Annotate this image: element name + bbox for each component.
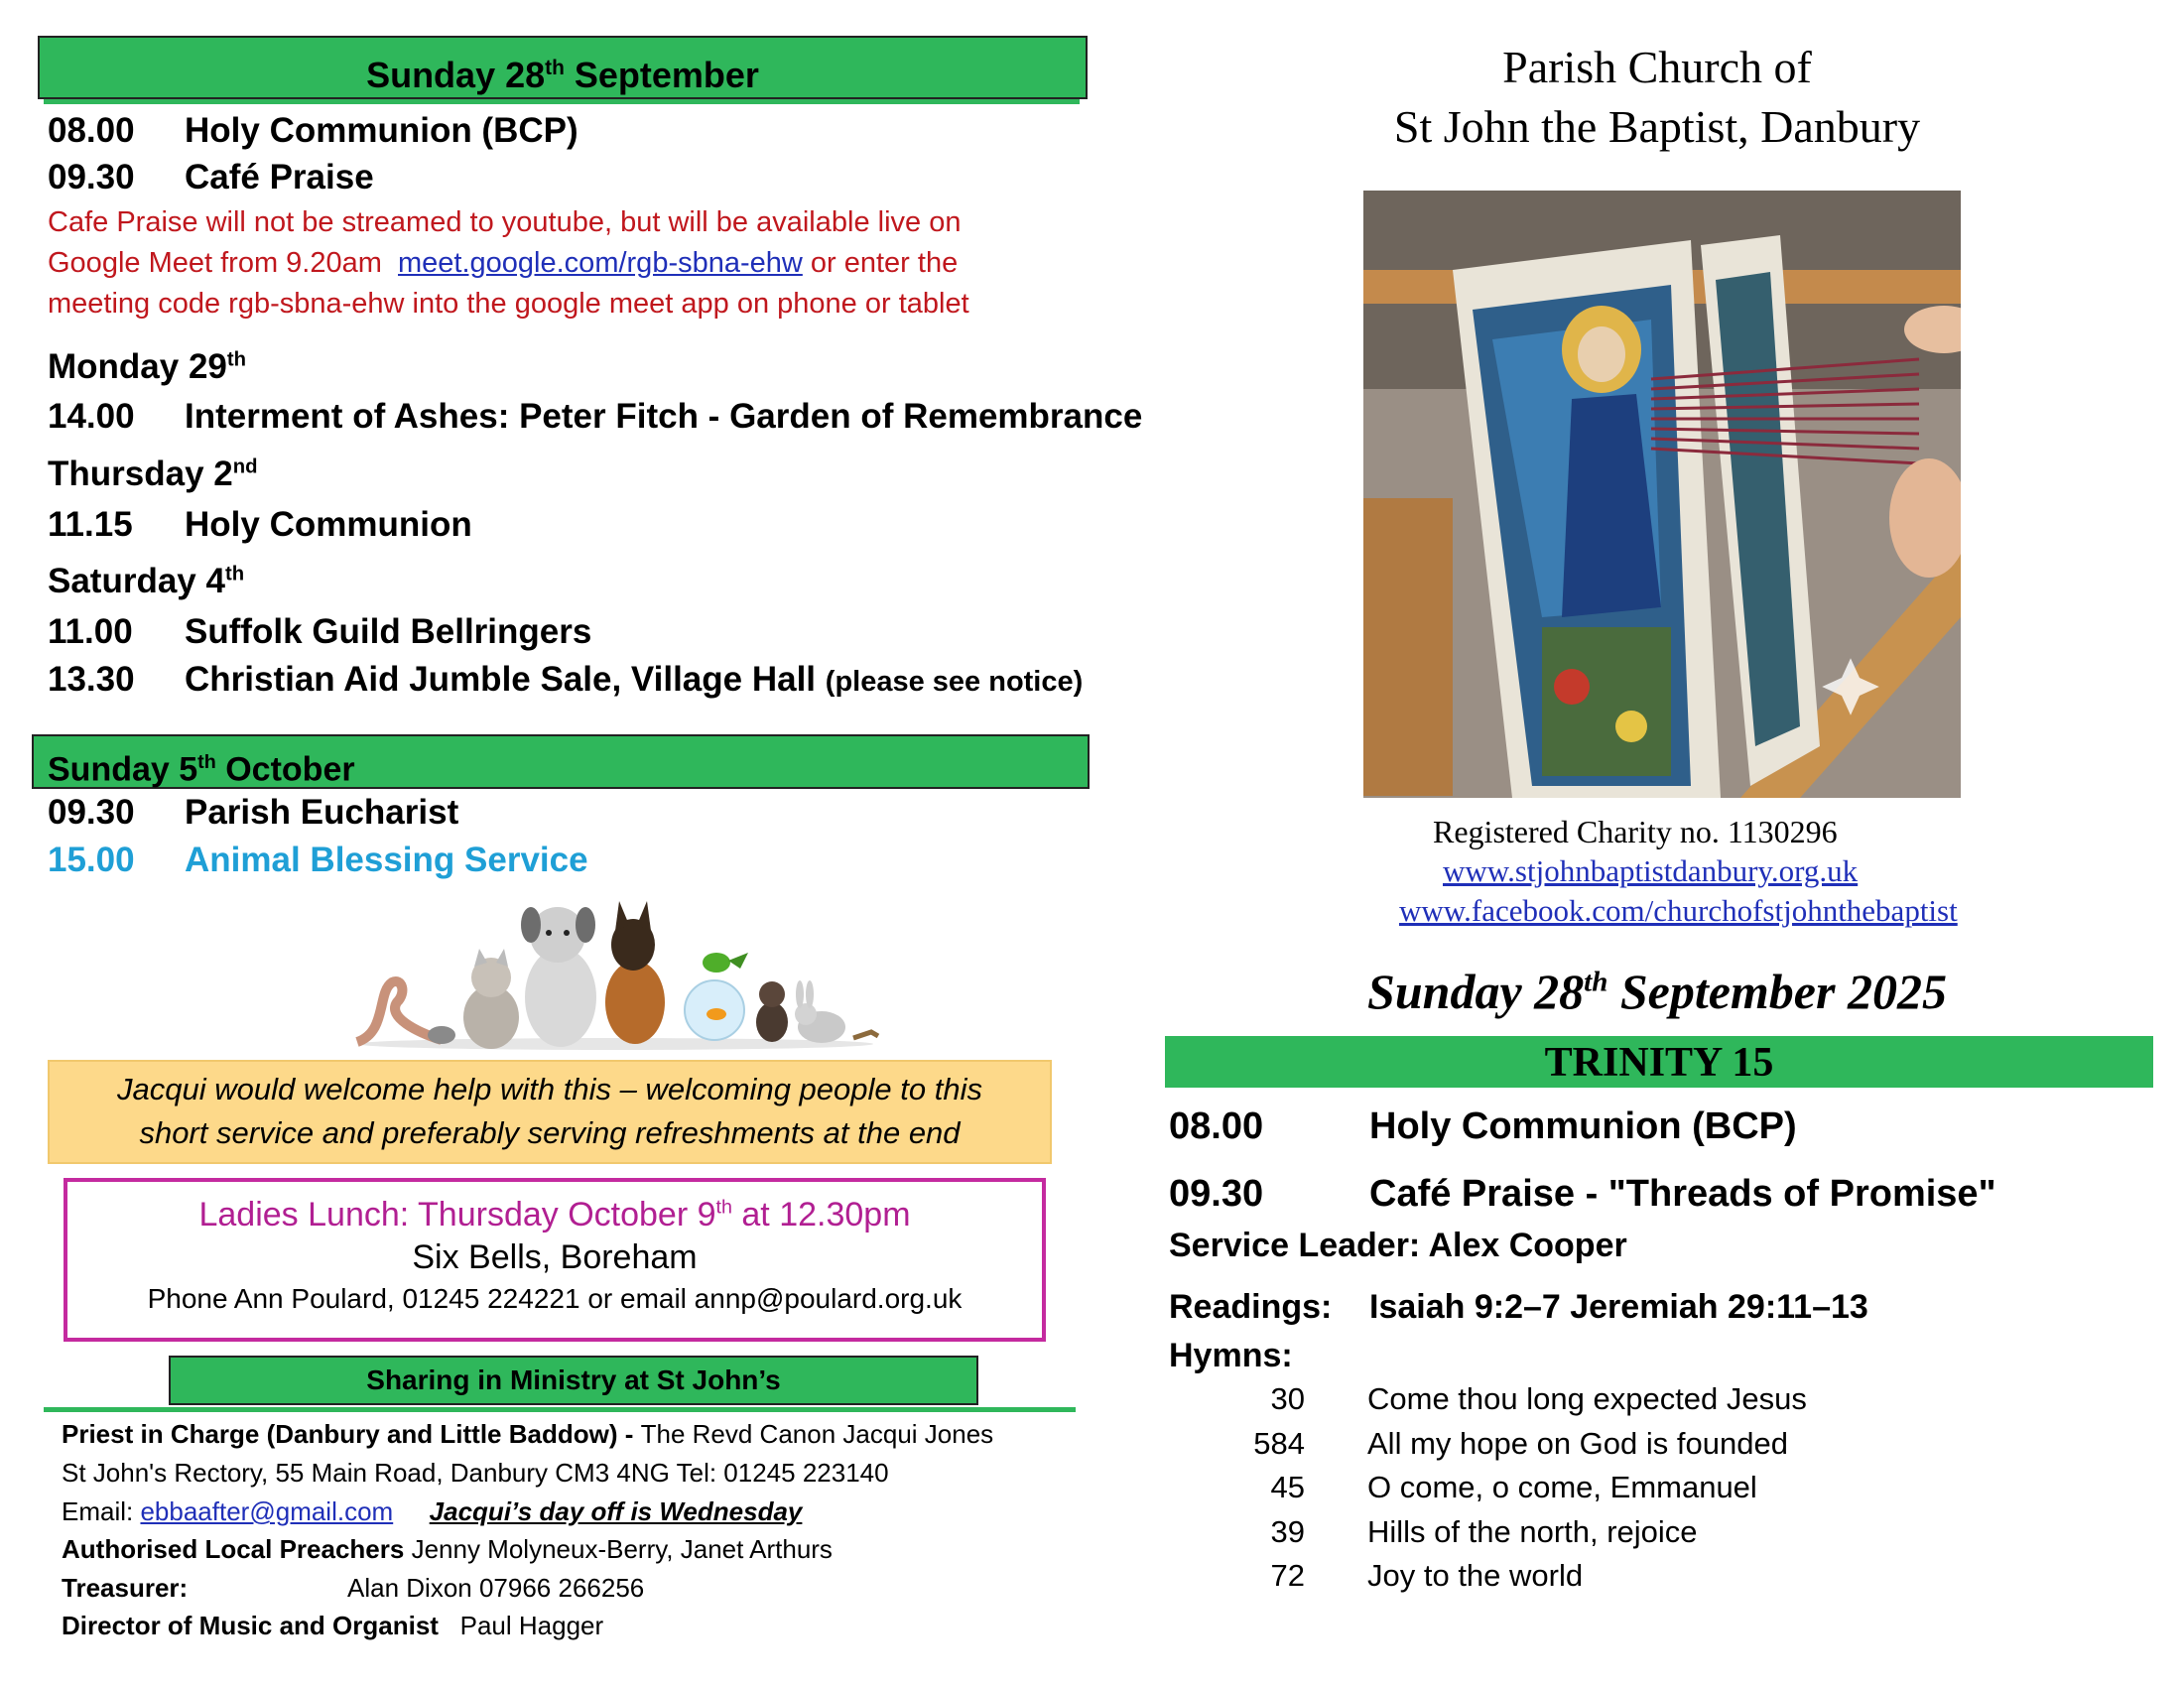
header-text: Sunday 28th September (366, 55, 759, 95)
hymn-row: 72 Joy to the world (1270, 1558, 1584, 1593)
header-underline (44, 99, 1080, 104)
music-line: Director of Music and Organist Paul Hagger (62, 1611, 604, 1640)
service-row: 11.00 Suffolk Guild Bellringers (48, 612, 592, 651)
email-link[interactable]: ebbaafter@gmail.com (140, 1496, 394, 1526)
header-sunday-5-october: Sunday 5th October (32, 734, 1090, 789)
ministry-heading: Sharing in Ministry at St John’s (169, 1356, 978, 1405)
ladies-lunch-box (64, 1178, 1046, 1342)
hymns-label: Hymns: (1169, 1337, 1293, 1374)
hymn-row: 584 All my hope on God is founded (1253, 1426, 1788, 1461)
service-leader: Service Leader: Alex Cooper (1169, 1227, 1627, 1264)
service-row-animal-blessing: 15.00 Animal Blessing Service (48, 841, 588, 879)
service-row: 08.00 Holy Communion (BCP) (48, 111, 578, 150)
facebook-link[interactable]: www.facebook.com/churchofstjohnthebaptist (1399, 893, 1958, 928)
priest-line: Priest in Charge (Danbury and Little Baddow) - The Revd Canon Jacqui Jones (62, 1419, 994, 1449)
address-line: St John's Rectory, 55 Main Road, Danbury CM3 4NG Tel: 01245 223140 (62, 1458, 889, 1488)
ladies-lunch-contact: Phone Ann Poulard, 01245 224221 or email annp@poulard.org.uk (147, 1283, 963, 1314)
hymn-row: 45 O come, o come, Emmanuel (1270, 1470, 1757, 1504)
ladies-lunch-title: Ladies Lunch: Thursday October 9th at 12.30pm (198, 1196, 911, 1234)
google-meet-link[interactable]: meet.google.com/rgb-sbna-ehw (398, 247, 803, 279)
right-service-row: 09.30 Café Praise - "Threads of Promise" (1169, 1173, 1996, 1215)
ministry-divider (44, 1407, 1076, 1412)
readings-line: Readings: Isaiah 9:2–7 Jeremiah 29:11–13 (1169, 1288, 1868, 1326)
volunteer-request-box: Jacqui would welcome help with this – welcoming people to this short service and preferably serving refreshments at the end (48, 1060, 1052, 1164)
day-heading-saturday: Saturday 4th (48, 562, 245, 600)
animals-illustration (347, 883, 883, 1052)
loom-tapestry-image (1363, 191, 1961, 798)
service-row: 14.00 Interment of Ashes: Peter Fitch - Garden of Remembrance (48, 397, 1143, 436)
hymn-row: 39 Hills of the north, rejoice (1270, 1514, 1698, 1549)
cafe-praise-note: Cafe Praise will not be streamed to youtube, but will be available live on Google Meet from 9.20am meet.google.com/rgb-sbna-ehw or enter the meeting code rgb-sbna-ehw into the google meet app on phone or tablet (48, 206, 969, 320)
service-row: 11.15 Holy Communion (48, 505, 472, 544)
day-heading-thursday: Thursday 2nd (48, 454, 258, 493)
ladies-lunch-venue: Six Bells, Boreham (412, 1238, 698, 1276)
trinity-banner: TRINITY 15 (1165, 1036, 2153, 1088)
service-row: 09.30 Parish Eucharist (48, 793, 459, 832)
right-service-row: 08.00 Holy Communion (BCP) (1169, 1105, 1797, 1147)
header-sunday-28-september (38, 36, 1088, 99)
treasurer-line: Treasurer: Alan Dixon 07966 266256 (62, 1573, 645, 1603)
charity-number: Registered Charity no. 1130296 (1433, 814, 1838, 849)
service-row: 09.30 Café Praise (48, 158, 374, 196)
hymn-row: 30 Come thou long expected Jesus (1270, 1381, 1807, 1416)
preachers-line: Authorised Local Preachers Jenny Molyneux-Berry, Janet Arthurs (62, 1534, 833, 1564)
email-line: Email: ebbaafter@gmail.com Jacqui’s day off is Wednesday (62, 1496, 803, 1526)
service-date: Sunday 28th September 2025 (1367, 964, 1947, 1019)
website-link[interactable]: www.stjohnbaptistdanbury.org.uk (1443, 853, 1859, 888)
day-heading-monday: Monday 29th (48, 347, 247, 386)
church-name: Parish Church of St John the Baptist, Danbury (1393, 42, 1921, 152)
service-row: 13.30 Christian Aid Jumble Sale, Village Hall (please see notice) (48, 660, 1084, 699)
